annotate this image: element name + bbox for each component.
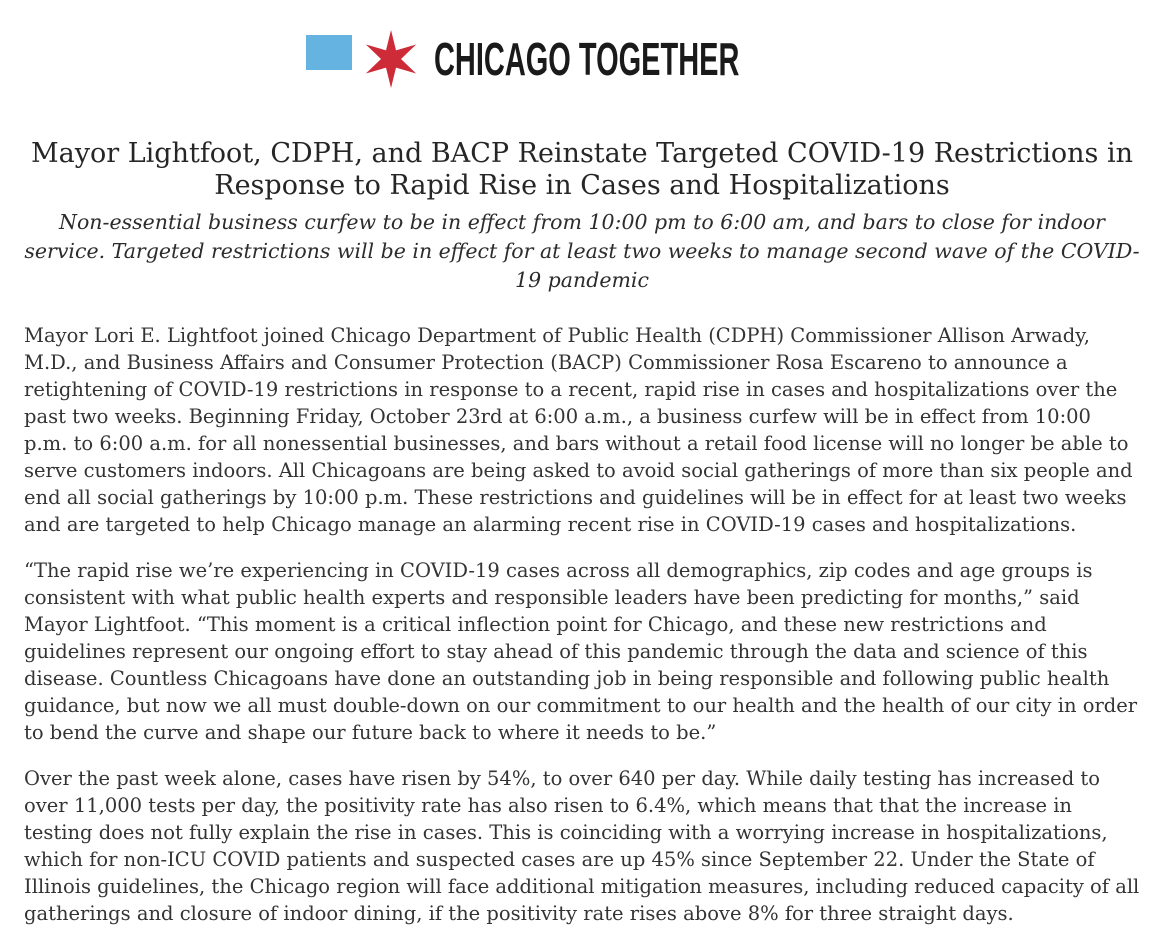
chicago-together-logo xyxy=(306,28,919,90)
subheadline: Non-essential business curfew to be in effect from 10:00 pm to 6:00 am, and bars to close for indoor service. Targeted restrictions will be in effect for at least two weeks to manage second wave of the COVID-19 pandemic xyxy=(24,210,1140,292)
paragraph-mayor-quote: “The rapid rise we’re experiencing in COVID-19 cases across all demographics, zip codes and age groups is consistent with what public health experts and responsible leaders have been predicting for months,” said Mayor Lightfoot. “This moment is a critical inflection point for Chicago, and these new restrictions and guidelines represent our ongoing effort to stay ahead of this pandemic through the data and science of this disease. Countless Chicagoans have done an outstanding job in being responsible and following public health guidance, but now we all must double-down on our commitment to our health and the health of our city in order to bend the curve and shape our future back to where it needs to be.” xyxy=(24,559,1138,744)
headline: Mayor Lightfoot, CDPH, and BACP Reinstate Targeted COVID-19 Restrictions in Response to Rapid Rise in Cases and Hospitalizations xyxy=(30,138,1134,201)
chicago-star-icon xyxy=(366,30,416,88)
chicago-flag-icon xyxy=(306,29,424,89)
paragraph-announcement: Mayor Lori E. Lightfoot joined Chicago Department of Public Health (CDPH) Commissioner Allison Arwady, M.D., and Business Affairs and Consumer Protection (BACP) Commissioner Rosa Escareno to announce a retightening of COVID-19 restrictions in response to a recent, rapid rise in cases and hospitalizations over the past two weeks. Beginning Friday, October 23rd at 6:00 a.m., a business curfew will be in effect from 10:00 p.m. to 6:00 a.m. for all nonessential businesses, and bars without a retail food license will no longer be able to serve customers indoors. All Chicagoans are being asked to avoid social gatherings of more than six people and end all social gatherings by 10:00 p.m. These restrictions and guidelines will be in effect for at least two weeks and are targeted to help Chicago manage an alarming recent rise in COVID-19 cases and hospitalizations. xyxy=(24,324,1133,536)
logo-wordmark: CHICAGO TOGETHER xyxy=(434,33,740,85)
paragraph-statistics: Over the past week alone, cases have risen by 54%, to over 640 per day. While daily testing has increased to over 11,000 tests per day, the positivity rate has also risen to 6.4%, which means that that the increase in testing does not fully explain the rise in cases. This is coinciding with a worrying increase in hospitalizations, which for non-ICU COVID patients and suspected cases are up 45% since September 22. Under the State of Illinois guidelines, the Chicago region will face additional mitigation measures, including reduced capacity of all gatherings and closure of indoor dining, if the positivity rate rises above 8% for three straight days. xyxy=(24,767,1140,925)
article-body xyxy=(24,138,1140,930)
flag-blue-rect xyxy=(306,35,352,70)
